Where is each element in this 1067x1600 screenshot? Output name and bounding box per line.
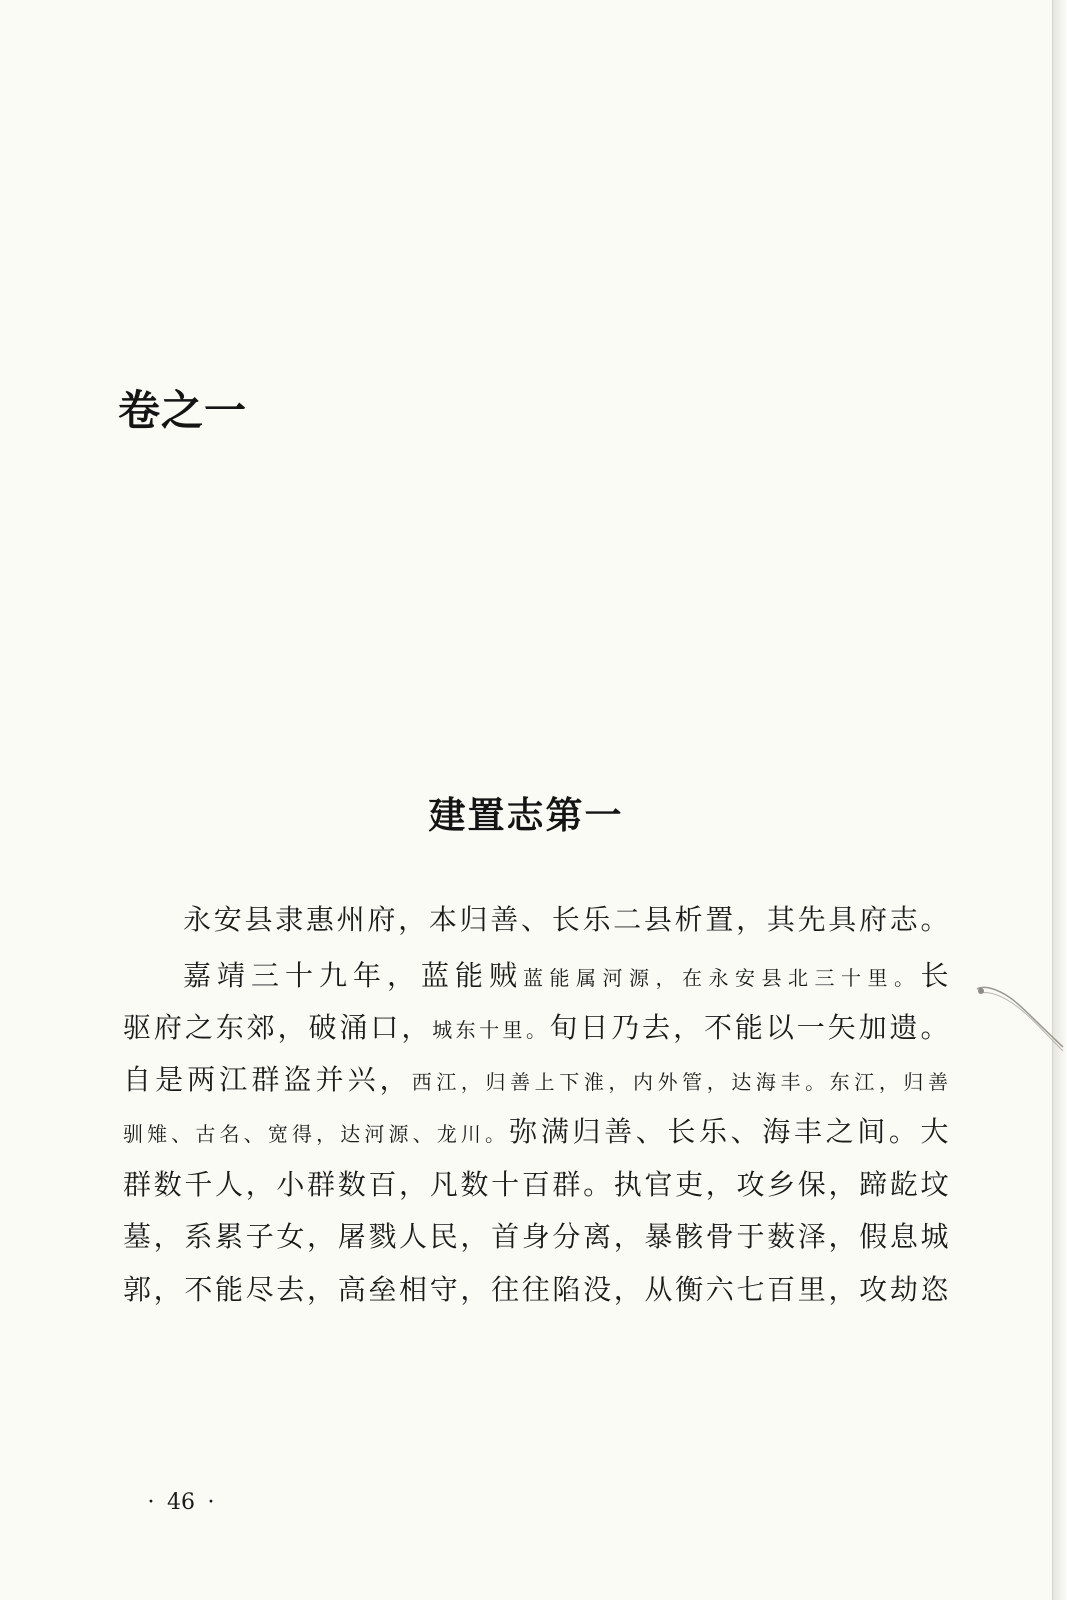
text-line-7 — [123, 1215, 949, 1255]
text-line-2 — [183, 954, 949, 994]
annotation-note: 蓝能属河源，在永安县北三十里。 — [523, 966, 921, 990]
annotation-note: 西江，归善上下淮，内外管，达海丰。东江，归善 — [411, 1070, 949, 1094]
body-run: 弥满归善、长乐、海丰之间。大 — [509, 1115, 949, 1148]
section-title: 建置志第一 — [428, 793, 624, 837]
page-number-dot-icon: · — [147, 1490, 155, 1515]
body-run: 旬日乃去，不能以一矢加遗。 — [549, 1011, 949, 1044]
body-run: 自是两江群盗并兴， — [123, 1063, 412, 1096]
body-run: 驱府之东郊，破涌口， — [123, 1011, 433, 1044]
text-line-3 — [123, 1006, 949, 1046]
text-line-6 — [123, 1163, 949, 1203]
volume-title: 卷之一 — [118, 386, 248, 435]
binding-thread-icon — [975, 985, 1065, 1055]
page-number-dot-icon: · — [207, 1490, 215, 1515]
body-run: 群数千人，小群数百，凡数十百群。执官吏，攻乡保，蹄龁坟 — [123, 1168, 949, 1201]
text-line-4 — [123, 1058, 949, 1098]
body-run: 永安县隶惠州府，本归善、长乐二县析置，其先具府志。 — [183, 903, 949, 936]
text-line-1 — [183, 898, 949, 938]
text-line-5 — [123, 1110, 949, 1150]
text-line-8 — [123, 1268, 949, 1308]
body-run: 嘉靖三十九年，蓝能贼 — [183, 959, 523, 992]
body-run: 墓，系累子女，屠戮人民，首身分离，暴骸骨于薮泽，假息城 — [123, 1220, 949, 1253]
page-number-value: 46 — [167, 1490, 195, 1515]
page-edge-shadow — [1052, 0, 1067, 1600]
body-run: 郭，不能尽去，高垒相守，往往陷没，从衡六七百里，攻劫恣 — [123, 1273, 949, 1306]
annotation-note: 城东十里。 — [432, 1018, 550, 1042]
body-run: 长 — [920, 959, 949, 992]
annotation-note: 驯雉、古名、宽得，达河源、龙川。 — [123, 1122, 510, 1146]
page-number — [142, 1490, 220, 1515]
